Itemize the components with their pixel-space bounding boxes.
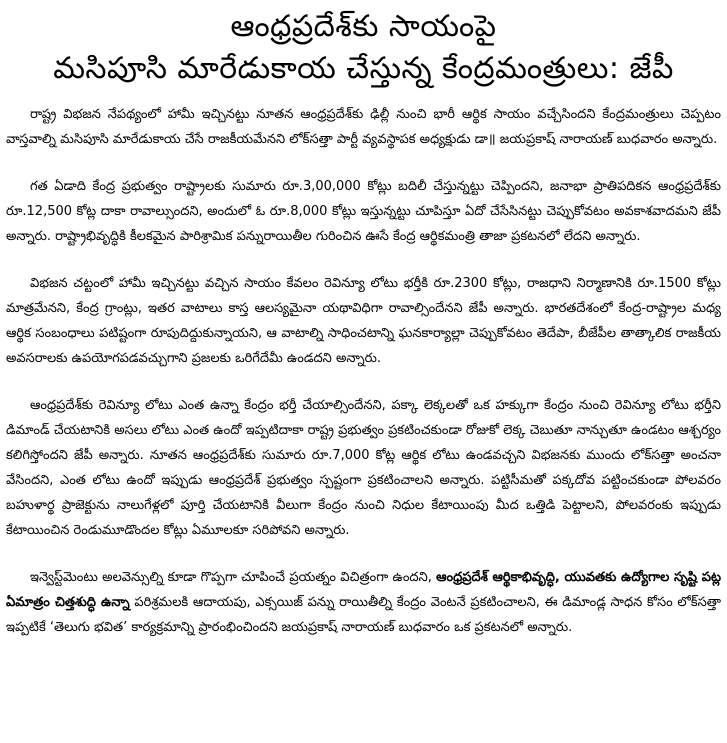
headline-line-1: ఆంధ్రప్రదేశ్‌కు సాయంపై [230,9,497,44]
paragraph-5-bold-text: ఆంధ్రప్రదేశ్ ఆర్థికాభివృద్ధి, యువతకు ఉద్యోగాల సృష్టి పట్ల ఏమాత్రం చిత్తశుద్ధి ఉన్నా [6,570,721,610]
paragraph-5-text-start: ఇన్వెస్ట్‌మెంటు అలవెన్సుల్ని కూడా గొప్పగా చూపించే ప్రయత్నం విచిత్రంగా ఉందని, [30,570,437,585]
headline [6,6,721,90]
paragraph-5 [6,565,721,640]
paragraph-4: ఆంధ్రప్రదేశ్‌కు రెవిన్యూ లోటు ఎంత ఉన్నా కేంద్రం భర్తీ చేయాల్సిందేనని, పక్కా లెక్కలతో ఒక హక్కుగా కేంద్రం నుంచి రెవిన్యూ లోటు భర్తీని డిమాండ్ చేయటానికి అసలు లోటు ఎంత ఉందో ఇప్పటిదాకా రాష్ట్ర ప్రభుత్వం ప్రకటించకుండా రోజుకో లెక్క చెబుతూ నాన్చుతూ ఉండటం ఆశ్చర్యం కలిగిస్తోందని జేపీ అన్నారు. నూతన ఆంధ్రప్రదేశ్‌కు సుమారు రూ.7,000 కోట్ల ఆర్థిక లోటు ఉండవచ్చని విభజనకు ముందు లోక్‌సత్తా అంచనా వేసిందని, ఎంత లోటు ఉందో ఇప్పుడు ఆంధ్రప్రదేశ్ ప్రభుత్వం స్పష్టంగా ప్రకటించాలని అన్నారు. పట్టిసీమతో పక్కదోవ పట్టించకుండా పోలవరం బహుళార్థ ప్రాజెక్టును నాలుగేళ్లలో పూర్తి చేయటానికి వీలుగా కేంద్రం నుంచి నిధుల కేటాయింపు మీద ఒత్తిడి పెట్టాలని, పోలవరంకు ఇప్పుడు కేటాయించిన రెండుమూడొందల కోట్లు ఏమూలకూ సరిపోవని అన్నారు. [6,398,721,538]
paragraph-2: గత ఏడాది కేంద్ర ప్రభుత్వం రాష్ట్రాలకు సుమారు రూ.3,00,000 కోట్లు బదిలీ చేస్తున్నట్టు చెప్పిందని, జనాభా ప్రాతిపదికన ఆంధ్రప్రదేశ్‌కు రూ.12,500 కోట్ల దాకా రావాల్సుందని, అందులో ఓ రూ.8,000 కోట్లు ఇస్తున్నట్టు చూపిస్తూ ఏదో చేసేసినట్టు చెప్పుకోవటం అవకాశవాదమని జేపీ అన్నారు. రాష్ట్రాభివృద్ధికి కీలకమైన పారిశ్రామిక పన్నురాయితీల గురించిన ఊసే కేంద్ర ఆర్థికమంత్రి తాజా ప్రకటనలో లేదని అన్నారు. [6,179,721,244]
headline-line-2: మసిపూసి మారేడుకాయ చేస్తున్న కేంద్రమంత్రులు: జేపీ [53,51,674,86]
paragraph-5-text-end: పరిశ్రమలకి ఆదాయపు, ఎక్సయిజ్ పన్ను రాయితీల్ని కేంద్రం వెంటనే ప్రకటించాలని, ఈ డిమాండ్ల సాధన కోసం లోక్‌సత్తా ఇప్పటికే ‘తెలుగు భవిత’ కార్యక్రమాన్ని ప్రారంభించిందని జయప్రకాష్ నారాయణ్ బుధవారం ఒక ప్రకటనలో అన్నారు. [6,595,721,635]
paragraph-1: రాష్ట్ర విభజన నేపథ్యంలో హామీ ఇచ్చినట్టు నూతన ఆంధ్రప్రదేశ్‌కు ఢిల్లీ నుంచి భారీ ఆర్థిక సాయం వచ్చేసిందని కేంద్రమంత్రులు చెప్పటం వాస్తవాల్ని మసిపూసి మారేడుకాయ చేసే రాజకీయమేనని లోక్‌సత్తా పార్టీ వ్యవస్థాపక అధ్యక్షుడు డా॥ జయప్రకాష్ నారాయణ్ బుధవారం అన్నారు. [6,107,721,147]
article-body [6,102,721,640]
paragraph-3: విభజన చట్టంలో హామీ ఇచ్చినట్టు వచ్చిన సాయం కేవలం రెవిన్యూ లోటు భర్తీకి రూ.2300 కోట్లు, రాజధాని నిర్మాణానికి రూ.1500 కోట్లు మాత్రమేనని, కేంద్ర గ్రాంట్లు, ఇతర వాటాలు కాస్త ఆలస్యమైనా యథావిధిగా రావాల్సిందేనని జేపీ అన్నారు. భారతదేశంలో కేంద్ర-రాష్ట్రాల మధ్య ఆర్థిక సంబంధాలు పటిష్టంగా రూపుదిద్దుకున్నాయని, ఆ వాటాల్ని సాధించటాన్ని ఘనకార్యాల్లా చెప్పుకోవటం తెదేపా, బీజేపీల తాత్కాలిక రాజకీయ అవసరాలకు ఉపయోగపడవచ్చుగాని ప్రజలకు ఒరిగేదేమీ ఉండదని అన్నారు. [6,276,721,366]
